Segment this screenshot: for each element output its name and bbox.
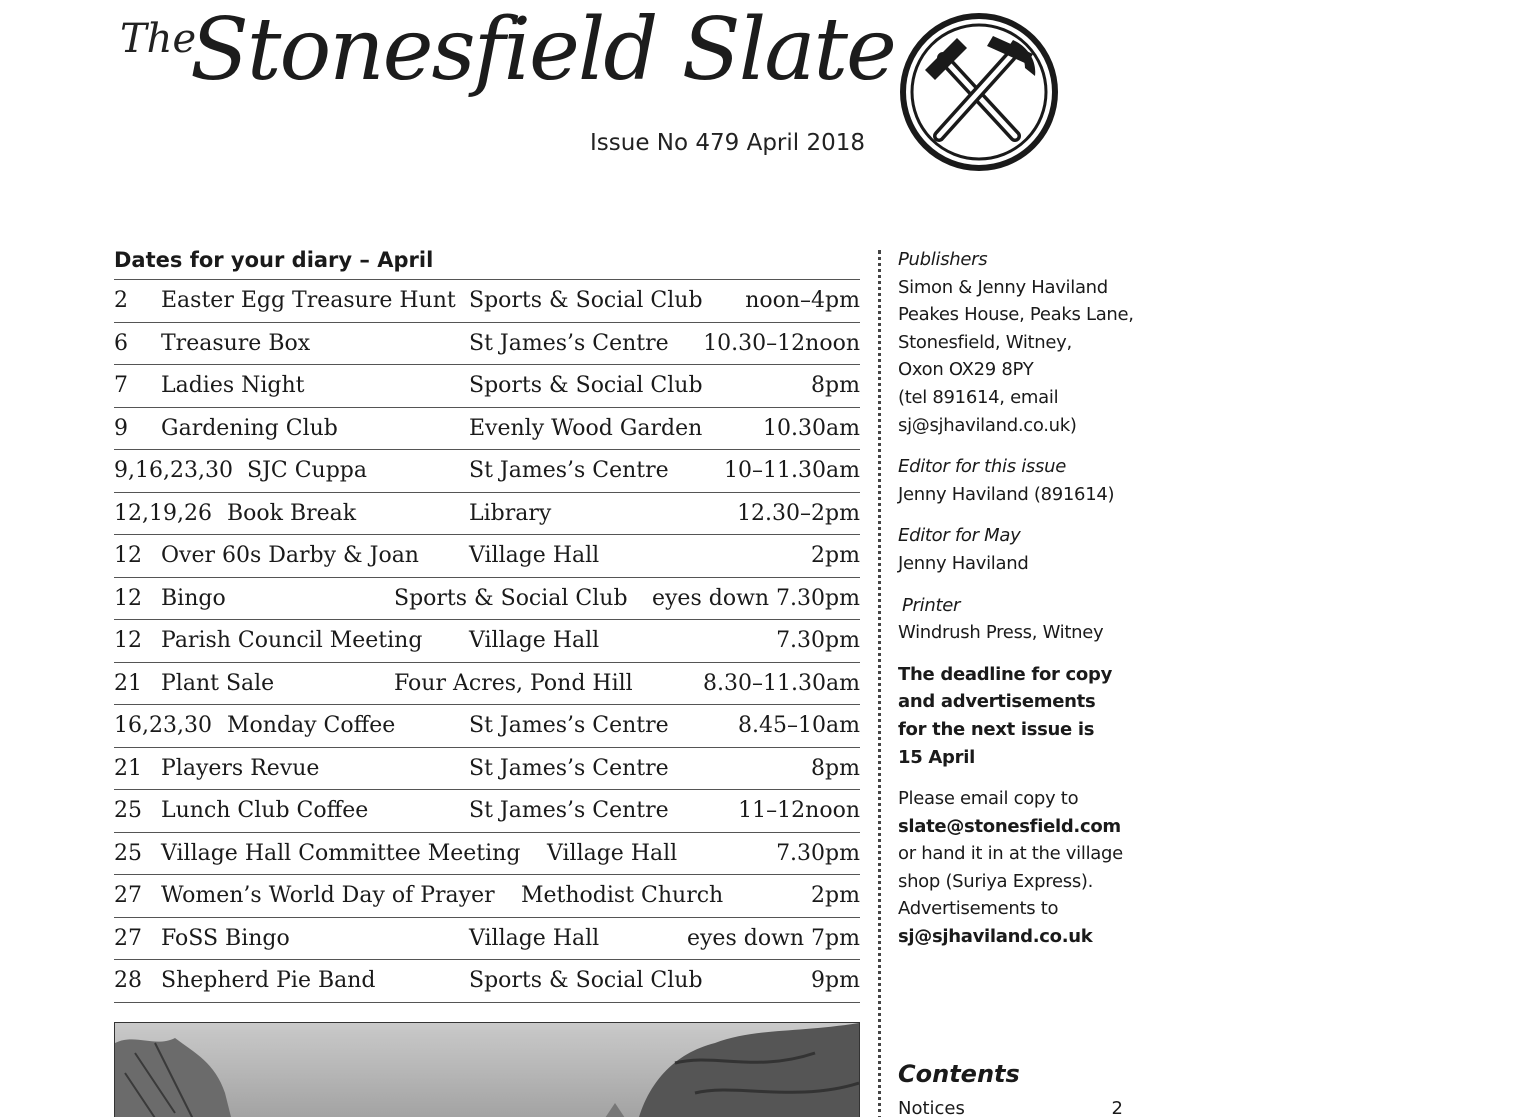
diary-venue: Sports & Social Club <box>394 585 628 611</box>
diary-row <box>114 535 860 578</box>
hand-in-line: Advertisements to <box>898 898 1059 920</box>
diary-date: 12,19,26 <box>114 500 212 526</box>
diary-event: SJC Cuppa <box>247 458 368 483</box>
diary-date: 12 <box>114 628 142 653</box>
diary-venue: Village Hall <box>469 628 600 653</box>
diary-row <box>114 705 860 748</box>
diary-event: FoSS Bingo <box>161 925 290 951</box>
diary-row <box>114 748 860 791</box>
contents-heading: Contents <box>898 1060 1020 1088</box>
diary-row <box>114 280 860 323</box>
publishers-block <box>898 246 1138 439</box>
submission-block <box>898 785 1138 951</box>
slate-email-link[interactable]: slate@stonesfield.com <box>898 815 1121 837</box>
diary-row <box>114 408 860 451</box>
diary-date: 27 <box>114 925 142 951</box>
printer-label: Printer <box>902 594 961 616</box>
diary-time: 7.30pm <box>776 628 860 653</box>
diary-table <box>114 240 860 1003</box>
deadline-line: 15 April <box>898 746 975 768</box>
deadline-block <box>898 661 1138 771</box>
diary-time: 2pm <box>811 883 860 908</box>
diary-row <box>114 323 860 366</box>
diary-row <box>114 493 860 536</box>
diary-venue: St James’s Centre <box>469 798 669 823</box>
editor-issue-label: Editor for this issue <box>898 456 1066 478</box>
masthead-title: Stonesfield Slate <box>190 0 895 100</box>
diary-time: noon–4pm <box>745 288 860 313</box>
diary-date: 2 <box>114 288 128 313</box>
diary-time: 12.30–2pm <box>737 500 860 526</box>
diary-date: 25 <box>114 798 142 823</box>
diary-time: 10–11.30am <box>724 458 860 483</box>
publishers-line: (tel 891614, email <box>898 386 1059 408</box>
diary-row <box>114 365 860 408</box>
diary-venue: Four Acres, Pond Hill <box>394 670 633 696</box>
crossed-hammers-logo-icon <box>895 10 1063 175</box>
diary-row <box>114 450 860 493</box>
diary-event: Lunch Club Coffee <box>161 798 369 823</box>
hand-in-line: shop (Suriya Express). <box>898 870 1094 892</box>
diary-event: Bingo <box>161 585 226 611</box>
diary-date: 21 <box>114 670 142 696</box>
diary-date: 9,16,23,30 <box>114 458 233 483</box>
diary-row <box>114 875 860 918</box>
publishers-line: Oxon OX29 8PY <box>898 359 1034 381</box>
diary-row <box>114 960 860 1003</box>
diary-row <box>114 918 860 961</box>
diary-event: Book Break <box>227 500 357 526</box>
diary-time: 9pm <box>811 968 860 993</box>
editor-may-name: Jenny Haviland <box>898 552 1029 574</box>
publishers-label: Publishers <box>898 249 988 270</box>
diary-event: Treasure Box <box>161 330 311 356</box>
sidebar-info <box>898 246 1138 965</box>
column-divider <box>878 250 881 1117</box>
diary-date: 25 <box>114 840 142 866</box>
diary-event: Village Hall Committee Meeting <box>161 840 521 866</box>
diary-venue: Evenly Wood Garden <box>469 415 703 441</box>
diary-venue: Sports & Social Club <box>469 373 703 398</box>
diary-event: Plant Sale <box>161 670 275 696</box>
diary-venue: Methodist Church <box>521 883 724 908</box>
diary-venue: Village Hall <box>469 543 600 568</box>
diary-date: 7 <box>114 373 128 398</box>
diary-event: Over 60s Darby & Joan <box>161 543 419 568</box>
publishers-line: Simon & Jenny Haviland <box>898 276 1108 298</box>
diary-time: 8.45–10am <box>738 713 860 738</box>
diary-venue: St James’s Centre <box>469 458 669 483</box>
diary-event: Women’s World Day of Prayer <box>161 883 495 908</box>
diary-date: 21 <box>114 755 142 781</box>
diary-venue: Library <box>469 500 552 526</box>
deadline-line: and advertisements <box>898 691 1096 713</box>
deadline-line: The deadline for copy <box>898 663 1113 685</box>
diary-venue: Sports & Social Club <box>469 968 703 993</box>
diary-date: 12 <box>114 543 142 568</box>
publishers-line: sj@sjhaviland.co.uk) <box>898 414 1077 436</box>
diary-event: Shepherd Pie Band <box>161 968 376 993</box>
publishers-line: Peakes House, Peaks Lane, <box>898 304 1134 326</box>
diary-venue: Village Hall <box>469 925 600 951</box>
diary-time: 8pm <box>811 755 860 781</box>
diary-time: eyes down 7pm <box>686 925 860 951</box>
diary-time: 11–12noon <box>738 798 860 823</box>
diary-venue: St James’s Centre <box>469 713 669 738</box>
editor-issue-block <box>898 453 1138 508</box>
diary-row <box>114 790 860 833</box>
printer-block <box>898 592 1138 647</box>
diary-event: Easter Egg Treasure Hunt <box>161 288 456 313</box>
editor-issue-name: Jenny Haviland (891614) <box>898 483 1115 505</box>
printer-name: Windrush Press, Witney <box>898 622 1104 644</box>
masthead-the: The <box>120 16 197 62</box>
diary-date: 28 <box>114 968 142 993</box>
diary-date: 6 <box>114 330 128 356</box>
diary-event: Parish Council Meeting <box>161 628 423 653</box>
diary-time: 2pm <box>811 543 860 568</box>
contents-item-label: Notices <box>898 1098 965 1117</box>
diary-venue: St James’s Centre <box>469 755 669 781</box>
diary-row <box>114 620 860 663</box>
diary-time: 8pm <box>811 373 860 398</box>
publishers-line: Stonesfield, Witney, <box>898 331 1072 353</box>
editor-may-block <box>898 522 1138 577</box>
hand-in-line: or hand it in at the village <box>898 843 1123 865</box>
deadline-line: for the next issue is <box>898 718 1095 740</box>
diary-event: Gardening Club <box>161 415 338 441</box>
diary-row <box>114 578 860 621</box>
diary-time: 10.30–12noon <box>703 330 860 356</box>
diary-date: 9 <box>114 415 128 441</box>
diary-date: 16,23,30 <box>114 713 212 738</box>
email-copy-line: Please email copy to <box>898 788 1079 810</box>
diary-event: Monday Coffee <box>227 713 396 738</box>
diary-date: 12 <box>114 585 142 611</box>
issue-number: Issue No 479 April 2018 <box>590 130 866 156</box>
contents-item-page: 2 <box>1111 1098 1123 1117</box>
village-photo <box>114 1022 860 1117</box>
diary-venue: St James’s Centre <box>469 330 669 356</box>
editor-may-label: Editor for May <box>898 525 1021 547</box>
diary-event: Players Revue <box>161 755 320 781</box>
contents-item[interactable] <box>898 1098 1123 1117</box>
diary-time: 10.30am <box>763 415 860 441</box>
diary-venue: Village Hall <box>547 840 678 866</box>
diary-venue: Sports & Social Club <box>469 288 703 313</box>
diary-row <box>114 833 860 876</box>
diary-time: 7.30pm <box>776 840 860 866</box>
diary-date: 27 <box>114 883 142 908</box>
diary-time: 8.30–11.30am <box>703 670 860 696</box>
diary-event: Ladies Night <box>161 373 305 398</box>
diary-heading: Dates for your diary – April <box>114 240 860 280</box>
diary-row <box>114 663 860 706</box>
ads-email-link[interactable]: sj@sjhaviland.co.uk <box>898 926 1093 948</box>
diary-time: eyes down 7.30pm <box>651 585 860 611</box>
